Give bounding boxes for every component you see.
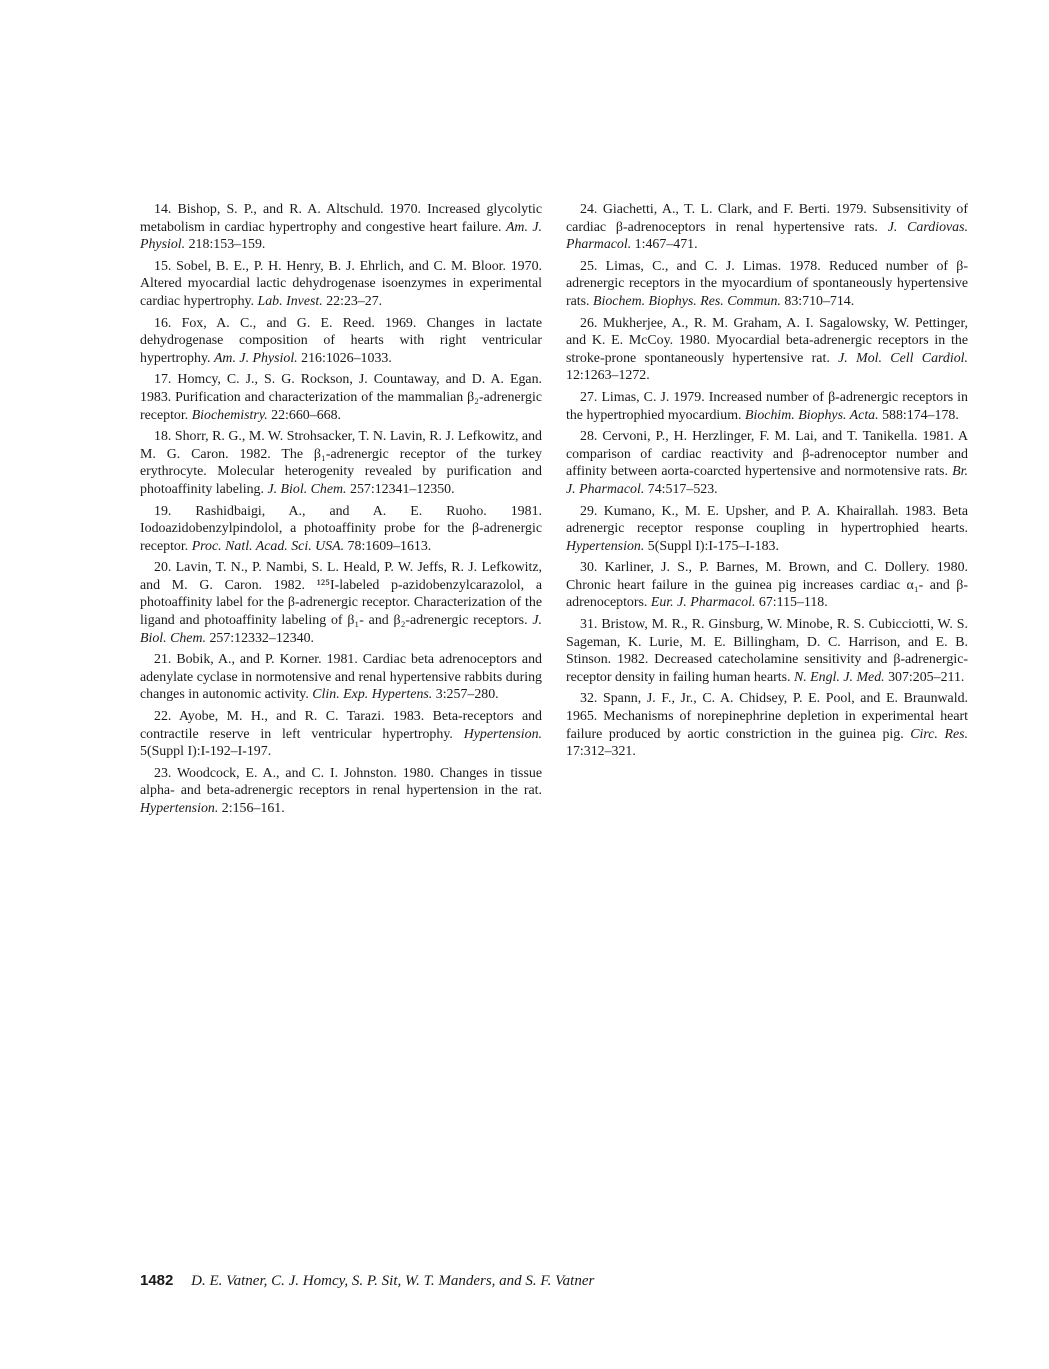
reference-22: 22. Ayobe, M. H., and R. C. Tarazi. 1983. Beta-receptors and contractile reserve in left ventricular hypertrophy. Hypertension. 5(Suppl I):I-192–I-197. — [140, 709, 542, 760]
reference-27: 27. Limas, C. J. 1979. Increased number of β-adrenergic receptors in the hypertrophied myocardium. Biochim. Biophys. Acta. 588:174–178. — [566, 389, 968, 423]
reference-15: 15. Sobel, B. E., P. H. Henry, B. J. Ehrlich, and C. M. Bloor. 1970. Altered myocardial lactic dehydrogenase isoenzymes in experimental cardiac hypertrophy. Lab. Invest. 22:23–27. — [140, 258, 542, 309]
running-authors: D. E. Vatner, C. J. Homcy, S. P. Sit, W. T. Manders, and S. F. Vatner — [191, 1273, 595, 1289]
reference-31: 31. Bristow, M. R., R. Ginsburg, W. Minobe, R. S. Cubicciotti, W. S. Sageman, K. Lurie, M. E. Billingham, D. C. Harrison, and E. B. Stinson. 1982. Decreased catecholamine sensitivity and β-adrenergic-receptor density in failing human hearts. N. Engl. J. Med. 307:205–211. — [566, 617, 968, 685]
reference-23: 23. Woodcock, E. A., and C. I. Johnston. 1980. Changes in tissue alpha- and beta-adrenergic receptors in renal hypertension in the rat. Hypertension. 2:156–161. — [140, 765, 542, 816]
reference-24: 24. Giachetti, A., T. L. Clark, and F. Berti. 1979. Subsensitivity of cardiac β-adrenoceptors in renal hypertensive rats. J. Cardiovas. Pharmacol. 1:467–471. — [566, 202, 969, 253]
reference-20: 20. Lavin, T. N., P. Nambi, S. L. Heald, P. W. Jeffs, R. J. Lefkowitz, and M. G. Caron. 1982. ¹²⁵I-labeled p-azidobenzylcarazolol, a photoaffinity label for the β-adrenergic receptor. Characterization of the ligand and photoaffinity labeling of β₁- and β₂-adrenergic receptors. J. Biol. Chem. 257:12332–12340. — [140, 560, 542, 646]
reference-14: 14. Bishop, S. P., and R. A. Altschuld. 1970. Increased glycolytic metabolism in cardiac hypertrophy and congestive heart failure. Am. J. Physiol. 218:153–159. — [140, 202, 542, 253]
reference-28: 28. Cervoni, P., H. Herzlinger, F. M. Lai, and T. Tanikella. 1981. A comparison of cardiac reactivity and β-adrenoceptor number and affinity between aorta-coarcted hypertensive and normotensive rats. Br. J. Pharmacol. 74:517–523. — [566, 429, 968, 497]
reference-21: 21. Bobik, A., and P. Korner. 1981. Cardiac beta adrenoceptors and adenylate cyclase in normotensive and renal hypertensive rabbits during changes in autonomic activity. Clin. Exp. Hypertens. 3:257–280. — [140, 652, 542, 703]
reference-16: 16. Fox, A. C., and G. E. Reed. 1969. Changes in lactate dehydrogenase composition of hearts with right ventricular hypertrophy. Am. J. Physiol. 216:1026–1033. — [140, 315, 542, 366]
reference-25: 25. Limas, C., and C. J. Limas. 1978. Reduced number of β-adrenergic receptors in the myocardium of spontaneously hypertensive rats. Biochem. Biophys. Res. Commun. 83:710–714. — [566, 258, 968, 309]
references-column-right — [566, 201, 968, 765]
page-footer — [140, 1272, 594, 1290]
references-column-left — [140, 201, 542, 822]
reference-30: 30. Karliner, J. S., P. Barnes, M. Brown, and C. Dollery. 1980. Chronic heart failure in the guinea pig increases cardiac α₁- and β-adrenoceptors. Eur. J. Pharmacol. 67:115–118. — [566, 560, 968, 611]
reference-32: 32. Spann, J. F., Jr., C. A. Chidsey, P. E. Pool, and E. Braunwald. 1965. Mechanisms of norepinephrine depletion in experimental heart failure produced by aortic constriction in the guinea pig. Circ. Res. 17:312–321. — [566, 691, 969, 760]
page-number: 1482 — [140, 1272, 174, 1289]
reference-19: 19. Rashidbaigi, A., and A. E. Ruoho. 1981. Iodoazidobenzylpindolol, a photoaffinity probe for the β-adrenergic receptor. Proc. Natl. Acad. Sci. USA. 78:1609–1613. — [140, 503, 542, 554]
reference-18: 18. Shorr, R. G., M. W. Strohsacker, T. N. Lavin, R. J. Lefkowitz, and M. G. Caron. 1982. The β₁-adrenergic receptor of the turkey erythrocyte. Molecular heterogenity revealed by purification and photoaffinity labeling. J. Biol. Chem. 257:12341–12350. — [140, 429, 542, 497]
reference-29: 29. Kumano, K., M. E. Upsher, and P. A. Khairallah. 1983. Beta adrenergic receptor response coupling in hypertrophied hearts. Hypertension. 5(Suppl I):I-175–I-183. — [566, 503, 968, 554]
reference-26: 26. Mukherjee, A., R. M. Graham, A. I. Sagalowsky, W. Pettinger, and K. E. McCoy. 1980. Myocardial beta-adrenergic receptors in the stroke-prone spontaneously hypertensive rat. J. Mol. Cell Cardiol. 12:1263–1272. — [566, 315, 968, 384]
reference-17: 17. Homcy, C. J., S. G. Rockson, J. Countaway, and D. A. Egan. 1983. Purification and characterization of the mammalian β₂-adrenergic receptor. Biochemistry. 22:660–668. — [140, 372, 542, 423]
